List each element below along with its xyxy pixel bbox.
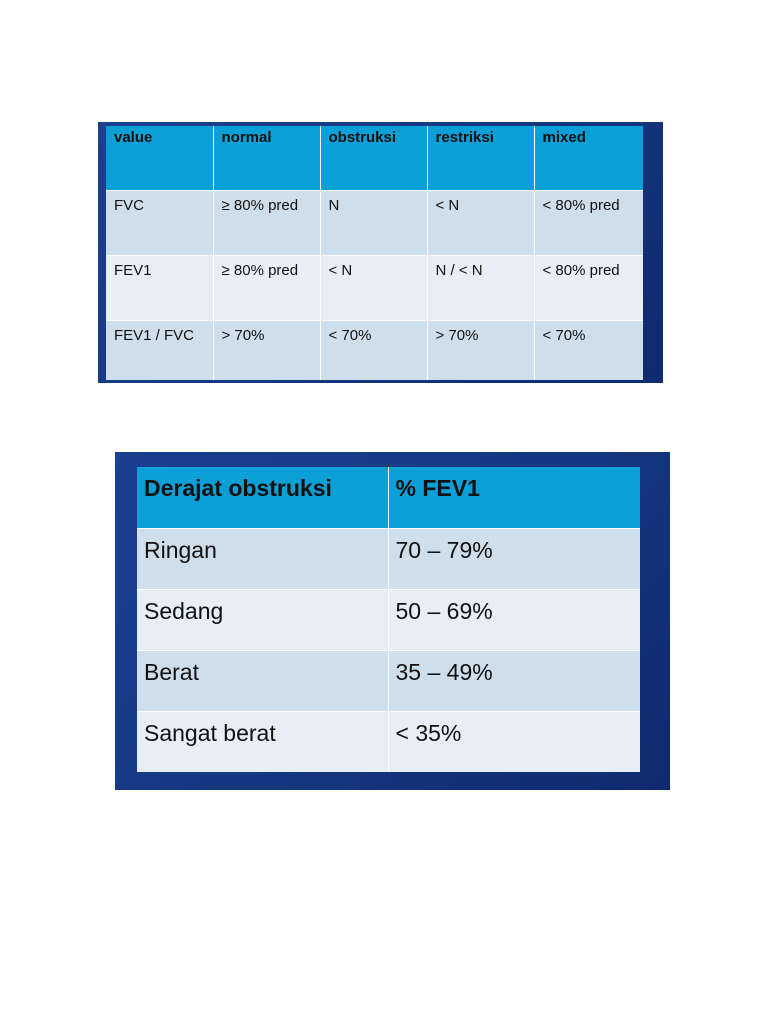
table-cell: ≥ 80% pred bbox=[213, 190, 320, 255]
table-cell: Sangat berat bbox=[137, 711, 388, 772]
table-row bbox=[137, 528, 640, 589]
table-cell: < N bbox=[320, 255, 427, 320]
spirometry-values-table bbox=[106, 126, 643, 380]
obstruction-degree-table bbox=[137, 467, 640, 772]
table-cell: ≥ 80% pred bbox=[213, 255, 320, 320]
header-obstruksi: obstruksi bbox=[320, 126, 427, 190]
table-row bbox=[106, 320, 643, 380]
table-cell: FEV1 bbox=[106, 255, 213, 320]
table-header-row bbox=[106, 126, 643, 190]
table-row bbox=[106, 255, 643, 320]
spirometry-values-slide bbox=[98, 122, 663, 383]
table-cell: 35 – 49% bbox=[388, 650, 640, 711]
table-row bbox=[137, 711, 640, 772]
table-row bbox=[137, 650, 640, 711]
table-cell: < 35% bbox=[388, 711, 640, 772]
table-cell: 50 – 69% bbox=[388, 589, 640, 650]
header-normal: normal bbox=[213, 126, 320, 190]
table-cell: Sedang bbox=[137, 589, 388, 650]
header-mixed: mixed bbox=[534, 126, 643, 190]
table-row bbox=[106, 190, 643, 255]
header-restriksi: restriksi bbox=[427, 126, 534, 190]
obstruction-degree-slide bbox=[115, 452, 670, 790]
table-cell: Ringan bbox=[137, 528, 388, 589]
table-cell: N / < N bbox=[427, 255, 534, 320]
table-cell: < 70% bbox=[320, 320, 427, 380]
table-cell: > 70% bbox=[427, 320, 534, 380]
table-cell: < N bbox=[427, 190, 534, 255]
table-cell: < 70% bbox=[534, 320, 643, 380]
table-cell: > 70% bbox=[213, 320, 320, 380]
header-value: value bbox=[106, 126, 213, 190]
table-cell: < 80% pred bbox=[534, 255, 643, 320]
table-cell: Berat bbox=[137, 650, 388, 711]
table-cell: 70 – 79% bbox=[388, 528, 640, 589]
table-row bbox=[137, 589, 640, 650]
table-cell: FEV1 / FVC bbox=[106, 320, 213, 380]
table-cell: < 80% pred bbox=[534, 190, 643, 255]
header-derajat-obstruksi: Derajat obstruksi bbox=[137, 467, 388, 528]
table-header-row bbox=[137, 467, 640, 528]
table-cell: FVC bbox=[106, 190, 213, 255]
table-cell: N bbox=[320, 190, 427, 255]
header-fev1-percent: % FEV1 bbox=[388, 467, 640, 528]
